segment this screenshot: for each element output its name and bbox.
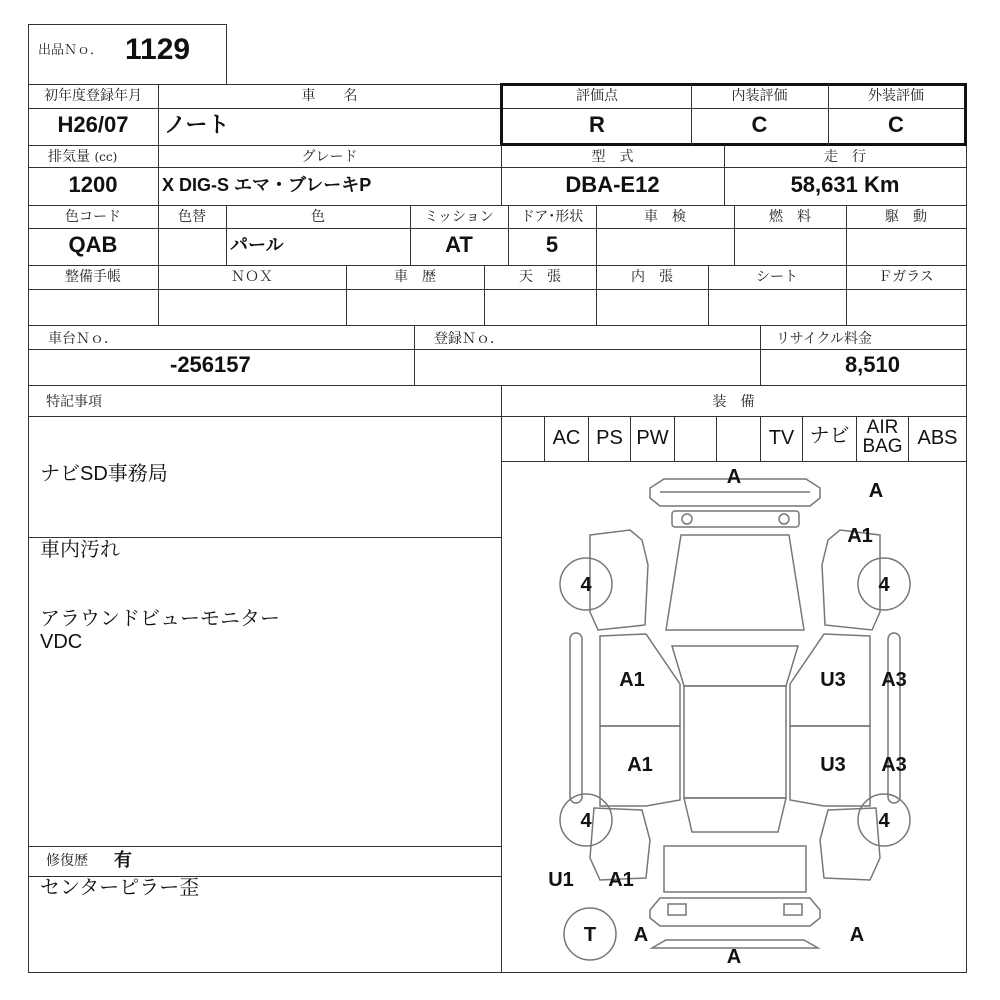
row1-divider-right xyxy=(502,108,966,109)
chassis-label: 車台Ｎｏ． xyxy=(48,331,118,347)
row1-divider-left xyxy=(28,108,502,109)
mission-label: ミッション xyxy=(424,209,494,225)
note-line-3: アラウンドビューモニター xyxy=(40,608,280,630)
repair-top xyxy=(28,846,502,847)
mark-hood-a1: A1 xyxy=(847,525,873,547)
right-rear-fender-shape xyxy=(820,808,880,880)
equip-item-ps: PS xyxy=(596,427,623,449)
grade-value: X DIG-S エマ・ブレーキP xyxy=(162,175,372,195)
color-code-label: 色コード xyxy=(65,209,121,225)
mark-tire-rr: 4 xyxy=(878,810,890,832)
registration-value: H26/07 xyxy=(57,112,129,137)
mark-spare-tire: T xyxy=(583,924,597,946)
equip-item-pw: PW xyxy=(636,427,669,449)
repair-detail: センターピラー歪 xyxy=(40,877,200,899)
mark-rear-a-left: A xyxy=(633,924,649,946)
score-value: R xyxy=(589,112,605,137)
doors-value: 5 xyxy=(545,232,559,257)
displacement-unit: (cc) xyxy=(94,150,118,164)
fuel-label: 燃 料 xyxy=(769,209,811,225)
equip-v5 xyxy=(716,416,717,461)
color-label: 色 xyxy=(311,209,325,225)
exterior-value: C xyxy=(888,112,904,137)
eval-box-right xyxy=(964,83,967,146)
mark-rear-a-bottom: A xyxy=(726,946,742,968)
seat-label: シート xyxy=(756,269,798,285)
mark-rear-a1: A1 xyxy=(608,869,634,891)
notes-label-bottom xyxy=(28,416,967,417)
front-grille-shape xyxy=(672,511,799,527)
left-sill-shape xyxy=(570,633,582,803)
windshield-shape xyxy=(672,646,798,686)
equip-item-tv: TV xyxy=(768,427,795,449)
recycle-label: リサイクル料金 xyxy=(776,331,873,347)
score-label: 評価点 xyxy=(576,88,618,104)
chassis-value: -256157 xyxy=(170,352,251,377)
color-change-label: 色替 xyxy=(178,209,206,225)
grade-label: グレード xyxy=(301,149,358,165)
row4-bottom xyxy=(28,325,967,326)
displacement-label-text: 排気量 xyxy=(48,149,90,165)
lot-box-top xyxy=(28,24,227,25)
drive-label: 駆 動 xyxy=(885,209,927,225)
equipment-label: 装 備 xyxy=(712,394,755,410)
mark-tire-fr: 4 xyxy=(878,574,890,596)
notes-label: 特記事項 xyxy=(46,394,102,410)
equip-item-abs: ABS xyxy=(917,427,958,449)
exterior-label: 外装評価 xyxy=(868,88,924,104)
f-glass-label: Ｆガラス xyxy=(878,269,934,285)
interior-label: 内装評価 xyxy=(731,88,788,104)
mark-tire-fl: 4 xyxy=(580,574,592,596)
mileage-label: 走 行 xyxy=(824,149,866,165)
repair-label: 修復歴 xyxy=(46,853,88,869)
equip-v4 xyxy=(674,416,675,461)
eval-box-top xyxy=(500,83,967,86)
row4-divider xyxy=(28,289,967,290)
row3-bottom xyxy=(28,265,967,266)
trunk-shape xyxy=(664,846,806,892)
row5-bottom xyxy=(28,385,967,386)
lot-number: 1129 xyxy=(125,33,191,66)
equip-item-airbag: AIR BAG xyxy=(862,417,903,457)
eval-box-bottom xyxy=(500,143,967,146)
interior-value: C xyxy=(751,112,768,137)
mark-right-front-door-2: A3 xyxy=(881,669,907,691)
registration-no-label: 登録Ｎｏ． xyxy=(434,331,504,347)
equip-item-ac: AC xyxy=(552,427,581,449)
nox-label: ＮＯＸ xyxy=(231,269,273,285)
right-sill-shape xyxy=(888,633,900,803)
color-code-value: QAB xyxy=(68,232,118,257)
mark-left-front-door: A1 xyxy=(619,669,645,691)
color-value: パール xyxy=(230,235,284,255)
rear-window-shape xyxy=(684,798,786,832)
mark-top-a2: A xyxy=(868,480,884,502)
registration-label: 初年度登録年月 xyxy=(44,88,142,104)
mark-top-a1: A xyxy=(726,466,742,488)
lot-box-right xyxy=(226,24,227,84)
ceiling-label: 天 張 xyxy=(519,269,561,285)
displacement-label xyxy=(48,150,117,164)
rear-bumper-shape xyxy=(650,898,820,926)
mark-right-rear-door-1: U3 xyxy=(820,754,846,776)
model-label: 型 式 xyxy=(591,149,634,165)
notes-divider xyxy=(28,537,502,538)
frame-right xyxy=(966,84,967,973)
repair-value: 有 xyxy=(114,850,132,870)
note-line-2: 車内汚れ xyxy=(40,539,120,561)
model-value: DBA-E12 xyxy=(565,172,660,197)
history-label: 車 歴 xyxy=(394,269,436,285)
frame-bottom xyxy=(28,972,967,973)
mark-rear-a-right: A xyxy=(849,924,865,946)
mileage-value: 58,631 Km xyxy=(790,172,900,197)
service-book-label: 整備手帳 xyxy=(65,269,121,285)
mission-value: AT xyxy=(445,232,473,257)
note-line-4: VDC xyxy=(40,631,83,653)
row3-divider xyxy=(28,228,967,229)
note-line-1: ナビSD事務局 xyxy=(40,463,168,485)
roof-shape xyxy=(684,686,786,798)
inspection-label: 車 検 xyxy=(644,209,686,225)
mark-right-front-door-1: U3 xyxy=(820,669,846,691)
row2-bottom xyxy=(28,205,967,206)
doors-label: ドア･形状 xyxy=(520,209,584,225)
hood-shape xyxy=(666,535,804,630)
row5-divider-hidden xyxy=(28,349,967,350)
displacement-value: 1200 xyxy=(68,172,118,197)
car-name-value: ノート xyxy=(164,112,230,137)
recycle-value: 8,510 xyxy=(844,352,900,377)
mark-right-rear-door-2: A3 xyxy=(881,754,907,776)
lot-label: 出品Ｎｏ． xyxy=(38,43,104,58)
mark-rear-u1: U1 xyxy=(548,869,574,891)
interior-trim-label: 内 張 xyxy=(631,269,673,285)
row5-v1 xyxy=(414,325,415,385)
car-name-label: 車 名 xyxy=(301,88,358,104)
left-front-fender-shape xyxy=(590,530,648,630)
row2-divider xyxy=(28,167,967,168)
equip-item-navi: ナビ xyxy=(809,425,850,447)
mark-left-rear-door: A1 xyxy=(627,754,653,776)
mark-tire-rl: 4 xyxy=(580,810,592,832)
car-damage-diagram xyxy=(502,462,966,972)
